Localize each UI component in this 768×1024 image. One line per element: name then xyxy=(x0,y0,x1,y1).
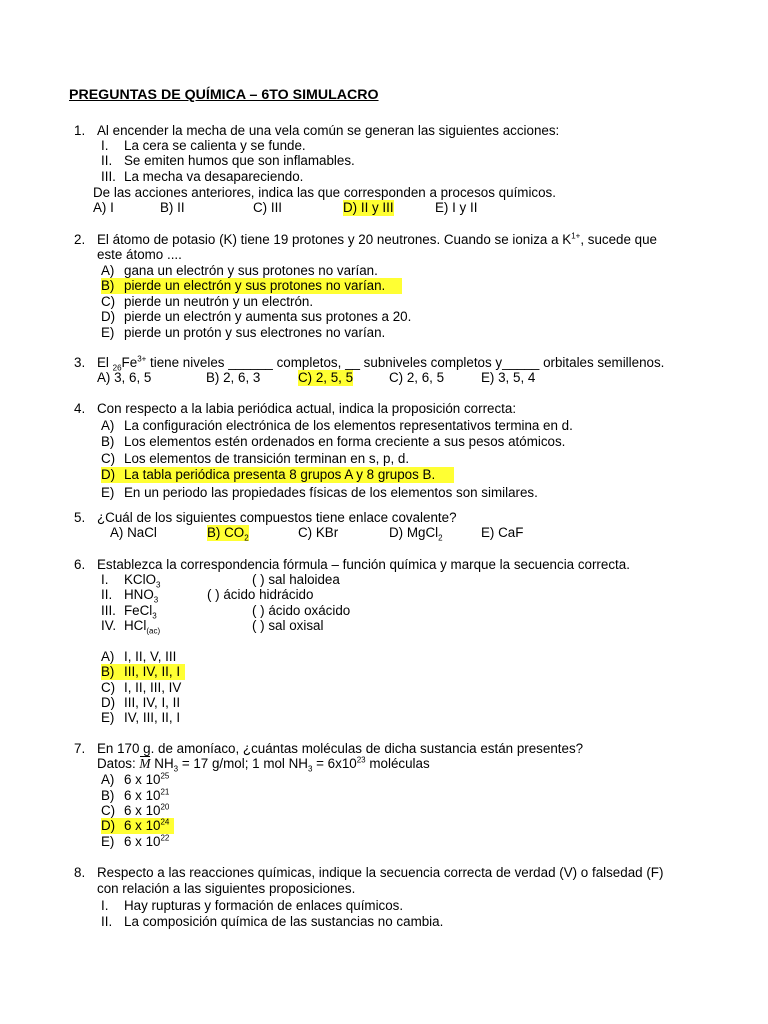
q2-option-label: B) xyxy=(101,278,115,293)
q7-number: 7. xyxy=(74,741,86,756)
q6-match: ( ) ácido hidrácido xyxy=(207,587,314,602)
q1-item-num: III. xyxy=(101,169,116,184)
q2-charge-superscript: 1+ xyxy=(571,231,581,241)
q3-stem-start: El xyxy=(97,355,113,370)
q4-option-text: Los elementos estén ordenados en forma creciente a sus pesos atómicos. xyxy=(124,434,566,449)
q5-option: E) CaF xyxy=(481,525,524,540)
q3-option: A) 3, 6, 5 xyxy=(97,370,152,385)
q6-formula-base: KClO xyxy=(124,572,156,587)
q1-item-num: I. xyxy=(101,138,109,153)
q5-subscript: 2 xyxy=(244,533,249,543)
q7-option-text xyxy=(124,834,169,850)
q1-stem: Al encender la mecha de una vela común se generan las siguientes acciones: xyxy=(97,123,560,138)
q7-exponent: 20 xyxy=(160,802,170,812)
q1-item-text: La mecha va desapareciendo. xyxy=(124,169,304,184)
q5-number: 5. xyxy=(74,510,86,525)
q6-formula xyxy=(124,572,160,588)
q1-option: A) I xyxy=(93,200,114,215)
q3-option: E) 3, 5, 4 xyxy=(481,370,536,385)
q5-option-highlighted xyxy=(207,525,249,541)
q3-atomic-number: 26 xyxy=(112,363,122,373)
q6-formula-sub: 3 xyxy=(156,580,161,590)
q7-sub: 3 xyxy=(173,764,179,774)
q2-stem-text: El átomo de potasio (K) tiene 19 protones y 20 neutrones. Cuando se ioniza a K xyxy=(97,232,572,247)
q6-formula-sub: (ac) xyxy=(146,626,161,636)
q8-item-text: Hay rupturas y formación de enlaces químicos. xyxy=(124,898,404,913)
q6-option-label: E) xyxy=(101,710,115,725)
q8-item-num: I. xyxy=(101,898,109,913)
q6-item-num: III. xyxy=(101,603,116,618)
q7-exponent: 25 xyxy=(160,771,170,781)
q7-sub: 3 xyxy=(307,764,313,774)
q6-option-text: IV, III, II, I xyxy=(124,710,181,725)
q2-option-label: E) xyxy=(101,325,115,340)
q7-option-label: A) xyxy=(101,772,115,787)
q7-option-label: C) xyxy=(101,803,116,818)
q7-base: 6 x 10 xyxy=(124,803,161,818)
q2-stem-line1 xyxy=(97,232,657,248)
q2-option-text: pierde un electrón y aumenta sus protones a 20. xyxy=(124,309,412,324)
q7-base: 6 x 10 xyxy=(124,772,161,787)
q4-option-text: La configuración electrónica de los elementos representativos termina en d. xyxy=(124,418,573,433)
q7-base: 6 x 10 xyxy=(124,834,161,849)
q6-formula xyxy=(124,603,157,619)
q4-option-label: A) xyxy=(101,418,115,433)
q2-option-text: pierde un neutrón y un electrón. xyxy=(124,294,314,309)
q1-option: E) I y II xyxy=(435,200,478,215)
q8-item-num: II. xyxy=(101,914,113,929)
q4-option-text: Los elementos de transición terminan en s, p, d. xyxy=(124,451,410,466)
q1-item-num: II. xyxy=(101,153,113,168)
page-title: PREGUNTAS DE QUÍMICA – 6TO SIMULACRO xyxy=(69,87,379,103)
q1-instruction: De las acciones anteriores, indica las que corresponden a procesos químicos. xyxy=(93,185,556,200)
q7-datos-part: moléculas xyxy=(365,756,430,771)
q1-item-text: La cera se calienta y se funde. xyxy=(124,138,306,153)
q1-option-highlighted: D) II y III xyxy=(343,200,394,215)
molar-mass-symbol: M xyxy=(139,756,151,771)
q3-option: C) 2, 6, 5 xyxy=(389,370,445,385)
q3-stem xyxy=(97,355,664,371)
q7-datos xyxy=(97,756,430,772)
q4-option-label: E) xyxy=(101,485,115,500)
q6-formula-base: HNO xyxy=(124,587,154,602)
q6-formula-sub: 3 xyxy=(153,595,159,605)
q4-number: 4. xyxy=(74,401,86,416)
q6-formula xyxy=(124,618,160,634)
q6-formula-base: FeCl xyxy=(124,603,153,618)
q4-option-highlighted xyxy=(101,467,454,483)
q6-option-label: C) xyxy=(101,680,116,695)
q5-stem: ¿Cuál de los siguientes compuestos tiene enlace covalente? xyxy=(97,510,457,525)
q8-stem-line2: con relación a las siguientes proposiciones. xyxy=(97,881,356,896)
q7-exponent: 24 xyxy=(160,817,170,827)
q6-option-label: B) xyxy=(101,664,115,679)
q7-option-label: D) xyxy=(101,818,116,833)
q7-option-label: E) xyxy=(101,834,115,849)
q6-number: 6. xyxy=(74,557,86,572)
q4-option-text: La tabla periódica presenta 8 grupos A y 8 grupos B. xyxy=(124,467,436,482)
q5-option: A) NaCl xyxy=(110,525,157,540)
q7-option-label: B) xyxy=(101,788,115,803)
q2-option-label: D) xyxy=(101,309,116,324)
q5-subscript: 2 xyxy=(438,533,443,543)
q2-option-label: A) xyxy=(101,263,115,278)
q8-item-text: La composición química de las sustancias no cambia. xyxy=(124,914,444,929)
q4-option-label: C) xyxy=(101,451,116,466)
q6-option-text: III, IV, II, I xyxy=(124,664,181,679)
q5-option: C) KBr xyxy=(298,525,339,540)
q7-datos-label: Datos: xyxy=(97,756,140,771)
q7-option-text xyxy=(124,818,169,834)
q2-stem-line2: este átomo .... xyxy=(97,247,182,262)
q7-base: 6 x 10 xyxy=(124,788,161,803)
q6-match: ( ) ácido oxácido xyxy=(252,603,351,618)
q6-item-num: IV. xyxy=(101,618,117,633)
q6-option-text: I, II, V, III xyxy=(124,649,177,664)
q6-stem: Establezca la correspondencia fórmula – función química y marque la secuencia correcta. xyxy=(97,557,630,572)
q3-number: 3. xyxy=(74,355,86,370)
q3-option: B) 2, 6, 3 xyxy=(206,370,261,385)
q3-stem-rest: tiene niveles ______ completos, __ subniveles completos y_____ orbitales semillenos. xyxy=(146,355,665,370)
q7-exponent: 22 xyxy=(160,833,170,843)
q2-option-label: C) xyxy=(101,294,116,309)
q6-match: ( ) sal oxisal xyxy=(252,618,324,633)
q6-option-highlighted xyxy=(101,664,185,680)
q5-option-d: D) MgCl xyxy=(389,525,439,540)
q7-option-text xyxy=(124,772,169,788)
q6-option-label: D) xyxy=(101,695,116,710)
q4-option-text: En un periodo las propiedades físicas de los elementos son similares. xyxy=(124,485,538,500)
q7-datos-part: NH xyxy=(150,756,174,771)
q6-item-num: II. xyxy=(101,587,113,602)
q4-stem: Con respecto a la labia periódica actual, indica la proposición correcta: xyxy=(97,401,517,416)
q3-option-highlighted: C) 2, 5, 5 xyxy=(298,370,354,385)
q3-charge: 3+ xyxy=(137,354,147,364)
q5-option xyxy=(389,525,443,541)
q1-option: C) III xyxy=(253,200,283,215)
q7-base: 6 x 10 xyxy=(124,818,161,833)
q7-datos-part: = 6x10 xyxy=(312,756,357,771)
q7-exponent: 21 xyxy=(160,787,170,797)
q1-number: 1. xyxy=(74,123,86,138)
q7-stem: En 170 g. de amoníaco, ¿cuántas moléculas de dicha sustancia están presentes? xyxy=(97,741,584,756)
q6-option-text: III, IV, I, II xyxy=(124,695,181,710)
q2-option-text: pierde un electrón y sus protones no varían. xyxy=(124,278,386,293)
q7-datos-part: = 17 g/mol; 1 mol NH xyxy=(178,756,308,771)
q6-item-num: I. xyxy=(101,572,109,587)
q8-stem-line1: Respecto a las reacciones químicas, indique la secuencia correcta de verdad (V) o falsedad (F) xyxy=(97,865,664,880)
q3-element: Fe xyxy=(121,355,138,370)
q4-option-label: D) xyxy=(101,467,116,482)
q7-sup: 23 xyxy=(356,755,366,765)
q8-number: 8. xyxy=(74,865,86,880)
q6-option-label: A) xyxy=(101,649,115,664)
q2-option-text: gana un electrón y sus protones no varían. xyxy=(124,263,378,278)
q6-formula-sub: 3 xyxy=(152,611,157,621)
q6-match: ( ) sal haloidea xyxy=(252,572,340,587)
q5-option-b: B) CO xyxy=(207,525,245,540)
q4-option-label: B) xyxy=(101,434,115,449)
q6-formula-base: HCl xyxy=(124,618,147,633)
q2-option-text: pierde un protón y sus electrones no varían. xyxy=(124,325,386,340)
q1-item-text: Se emiten humos que son inflamables. xyxy=(124,153,355,168)
q6-option-text: I, II, III, IV xyxy=(124,680,182,695)
q2-option-highlighted xyxy=(101,278,402,294)
q2-stem-end: , sucede que xyxy=(580,232,657,247)
q7-option-highlighted xyxy=(101,818,174,834)
q6-formula xyxy=(124,587,158,603)
q1-option: B) II xyxy=(160,200,185,215)
q2-number: 2. xyxy=(74,232,86,247)
